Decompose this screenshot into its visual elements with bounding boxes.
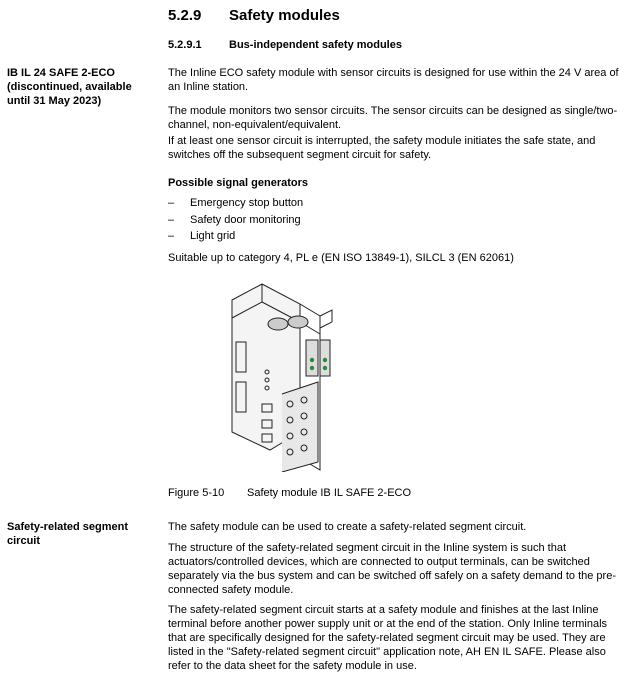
subsection-heading [168, 39, 402, 51]
side-heading-line: (discontinued, available [7, 81, 132, 93]
product-paragraph: If at least one sensor circuit is interrupted, the safety module initiates the safe state, and switches off the subsequent segment circuit for safety. [168, 135, 596, 161]
section-number: 5.2.9 [168, 7, 202, 24]
figure-number: Figure 5-10 [168, 487, 225, 499]
section-title: Safety modules [229, 7, 340, 24]
side-heading-line: IB IL 24 SAFE 2-ECO [7, 67, 115, 79]
list-item-text: Safety door monitoring [190, 213, 301, 226]
segment-paragraph: The safety-related segment circuit starts at a safety module and finishes at the last Inline terminal before another power supply unit or at the end of the station. Only Inline terminals that are specifically designed for the safety-related segment circuit may be used. They are listed in the "Safety-related segment circuit" application note, AH EN IL SAFE. Please also refer to the data sheet for the safety module in use. [168, 604, 608, 672]
figure-caption [168, 487, 411, 499]
list-item [168, 195, 303, 212]
side-heading-line: Safety-related segment [7, 521, 129, 533]
bullet: – [168, 197, 175, 209]
segment-paragraph: The safety module can be used to create a safety-related segment circuit. [168, 521, 527, 533]
list-item [168, 212, 303, 229]
segment-side-heading [7, 520, 157, 548]
signal-generators-list [168, 195, 303, 245]
list-item-text: Light grid [190, 230, 236, 242]
bullet: – [168, 213, 175, 226]
signal-generators-heading: Possible signal generators [168, 177, 308, 189]
bullet: – [168, 230, 175, 242]
figure-caption-text: Safety module IB IL SAFE 2-ECO [247, 487, 412, 499]
section-heading [168, 7, 340, 24]
safety-module-drawing-icon [222, 282, 340, 472]
subsection-title: Bus-independent safety modules [229, 39, 402, 51]
subsection-number: 5.2.9.1 [168, 39, 202, 51]
product-paragraph: The module monitors two sensor circuits. The sensor circuits can be designed as single/two-channel, non-equivalent/equivalent. [168, 105, 618, 131]
product-paragraph: The Inline ECO safety module with sensor circuits is designed for use within the 24 V area of an Inline station. [168, 67, 619, 93]
product-side-heading [7, 66, 157, 108]
side-heading-line: circuit [7, 535, 41, 547]
side-heading-line: until 31 May 2023) [7, 95, 102, 107]
list-item [168, 228, 303, 245]
segment-paragraph: The structure of the safety-related segment circuit in the Inline system is such that actuators/controlled devices, which are connected to output terminals, can be switched separately via the bus system and can be switched off safely on a safety demand to the pre-connected safety module. [168, 542, 616, 596]
suitability-text: Suitable up to category 4, PL e (EN ISO 13849-1), SILCL 3 (EN 62061) [168, 252, 514, 264]
list-item-text: Emergency stop button [190, 197, 304, 209]
